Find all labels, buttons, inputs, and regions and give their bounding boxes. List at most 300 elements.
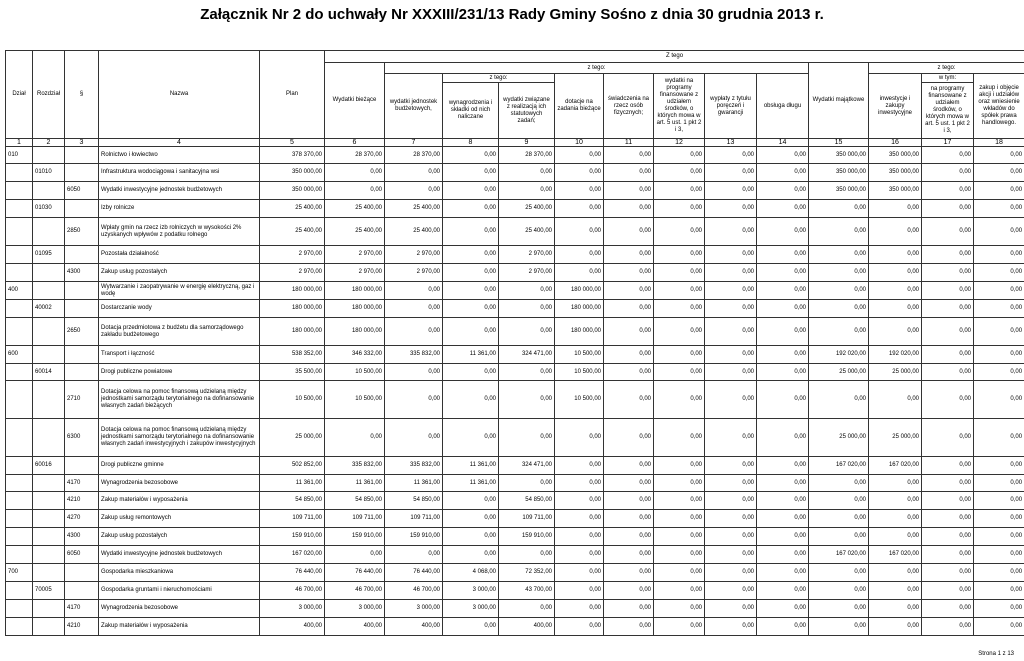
- cell-value: 0,00: [705, 364, 757, 381]
- table-row: [6, 164, 1024, 182]
- cell-value: 0,00: [654, 246, 705, 264]
- cell-value: 0,00: [705, 564, 757, 582]
- cell-value: 0,00: [654, 492, 705, 510]
- cell-value: 0,00: [974, 546, 1024, 564]
- cell-value: 0,00: [654, 381, 705, 419]
- cell-value: 109 711,00: [499, 510, 555, 528]
- cell-value: 0,00: [604, 564, 654, 582]
- cell-value: 11 361,00: [260, 475, 325, 492]
- cell-value: 0,00: [922, 346, 974, 364]
- cell-value: 0,00: [922, 264, 974, 282]
- cell-value: 0,00: [604, 346, 654, 364]
- cell-value: 25 400,00: [385, 218, 443, 246]
- cell-value: 0,00: [555, 419, 604, 457]
- cell-value: 0,00: [443, 182, 499, 200]
- cell-value: 10 500,00: [555, 364, 604, 381]
- col-num: 2: [33, 139, 65, 147]
- cell-value: 0,00: [974, 264, 1024, 282]
- cell-value: 0,00: [922, 618, 974, 636]
- cell-value: 0,00: [974, 600, 1024, 618]
- col-num: 15: [809, 139, 869, 147]
- cell-dzial: [6, 218, 33, 246]
- col-num: 10: [555, 139, 604, 147]
- cell-value: 0,00: [385, 318, 443, 346]
- cell-value: 0,00: [654, 346, 705, 364]
- cell-value: 0,00: [705, 300, 757, 318]
- cell-value: 0,00: [974, 218, 1024, 246]
- cell-value: 0,00: [499, 300, 555, 318]
- cell-value: 0,00: [757, 419, 809, 457]
- cell-value: 0,00: [705, 510, 757, 528]
- cell-value: 167 020,00: [869, 546, 922, 564]
- cell-value: 2 970,00: [260, 246, 325, 264]
- cell-rozdzial: [33, 381, 65, 419]
- cell-value: 0,00: [869, 218, 922, 246]
- cell-value: 0,00: [809, 510, 869, 528]
- cell-value: 0,00: [654, 510, 705, 528]
- cell-value: 28 370,00: [499, 147, 555, 164]
- cell-value: 11 361,00: [325, 475, 385, 492]
- cell-value: 192 020,00: [809, 346, 869, 364]
- cell-name: Rolnictwo i łowiectwo: [99, 147, 260, 164]
- table-row: [6, 264, 1024, 282]
- cell-value: 3 000,00: [325, 600, 385, 618]
- table-row: [6, 246, 1024, 264]
- cell-value: 0,00: [809, 200, 869, 218]
- cell-value: 0,00: [555, 164, 604, 182]
- cell-dzial: [6, 546, 33, 564]
- cell-value: 0,00: [555, 582, 604, 600]
- cell-value: 0,00: [705, 381, 757, 419]
- cell-value: 0,00: [443, 282, 499, 300]
- cell-value: 0,00: [555, 218, 604, 246]
- col-num: 3: [65, 139, 99, 147]
- table-row: [6, 200, 1024, 218]
- cell-rozdzial: [33, 218, 65, 246]
- cell-value: 2 970,00: [325, 264, 385, 282]
- cell-value: 0,00: [922, 218, 974, 246]
- cell-value: 159 910,00: [325, 528, 385, 546]
- cell-value: 0,00: [385, 182, 443, 200]
- cell-value: 0,00: [654, 147, 705, 164]
- cell-dzial: [6, 182, 33, 200]
- cell-value: 0,00: [869, 200, 922, 218]
- cell-value: 0,00: [654, 582, 705, 600]
- cell-value: 0,00: [499, 546, 555, 564]
- header-z-tego: Z tego: [325, 51, 1024, 63]
- cell-value: 109 711,00: [260, 510, 325, 528]
- cell-dzial: [6, 200, 33, 218]
- cell-value: 0,00: [809, 528, 869, 546]
- cell-value: 0,00: [922, 364, 974, 381]
- cell-value: 54 850,00: [385, 492, 443, 510]
- cell-name: Wydatki inwestycyjne jednostek budżetowych: [99, 546, 260, 564]
- cell-value: 0,00: [869, 600, 922, 618]
- header-plan: Plan: [260, 51, 325, 139]
- cell-value: 25 000,00: [869, 419, 922, 457]
- cell-value: 0,00: [499, 600, 555, 618]
- cell-value: 0,00: [604, 318, 654, 346]
- cell-name: Wynagrodzenia bezosobowe: [99, 600, 260, 618]
- cell-value: 10 500,00: [325, 364, 385, 381]
- cell-dzial: [6, 618, 33, 636]
- header-wydatki-zwiazane: wydatki związane z realizacją ich statutowych zadań;: [499, 83, 555, 139]
- cell-value: 0,00: [604, 600, 654, 618]
- cell-value: 400,00: [499, 618, 555, 636]
- cell-dzial: [6, 318, 33, 346]
- table-row: [6, 419, 1024, 457]
- page-footer: Strona 1 z 13: [978, 651, 1014, 657]
- cell-value: 0,00: [555, 475, 604, 492]
- cell-value: 0,00: [654, 218, 705, 246]
- cell-value: 0,00: [443, 492, 499, 510]
- cell-value: 54 850,00: [499, 492, 555, 510]
- cell-paragraf: 4300: [65, 528, 99, 546]
- header-wynagrodzenia: wynagrodzenia i składki od nich naliczane: [443, 83, 499, 139]
- cell-paragraf: 6300: [65, 419, 99, 457]
- cell-value: 0,00: [757, 346, 809, 364]
- cell-value: 0,00: [974, 147, 1024, 164]
- cell-value: 0,00: [385, 282, 443, 300]
- cell-value: 0,00: [922, 182, 974, 200]
- cell-value: 0,00: [604, 475, 654, 492]
- cell-value: 0,00: [705, 546, 757, 564]
- cell-value: 0,00: [604, 282, 654, 300]
- cell-rozdzial: [33, 492, 65, 510]
- table-row: [6, 364, 1024, 381]
- cell-value: 180 000,00: [325, 282, 385, 300]
- cell-value: 0,00: [705, 182, 757, 200]
- cell-rozdzial: 60014: [33, 364, 65, 381]
- cell-value: 0,00: [555, 492, 604, 510]
- cell-dzial: 700: [6, 564, 33, 582]
- cell-paragraf: 6050: [65, 182, 99, 200]
- cell-value: 0,00: [654, 457, 705, 475]
- cell-rozdzial: [33, 600, 65, 618]
- cell-value: 0,00: [974, 492, 1024, 510]
- cell-value: 0,00: [555, 147, 604, 164]
- cell-paragraf: 4210: [65, 492, 99, 510]
- cell-value: 0,00: [757, 164, 809, 182]
- cell-value: 0,00: [705, 282, 757, 300]
- header-na-programy: na programy finansowane z udziałem środków, o których mowa w art. 5 ust. 1 pkt 2 i 3,: [922, 83, 974, 139]
- cell-dzial: [6, 246, 33, 264]
- cell-value: 0,00: [757, 318, 809, 346]
- cell-value: 159 910,00: [385, 528, 443, 546]
- cell-value: 0,00: [555, 200, 604, 218]
- cell-value: 0,00: [757, 457, 809, 475]
- table-header: [6, 51, 1024, 139]
- cell-value: 0,00: [604, 546, 654, 564]
- cell-value: 0,00: [809, 475, 869, 492]
- cell-paragraf: 4170: [65, 600, 99, 618]
- cell-value: 0,00: [705, 618, 757, 636]
- cell-value: 0,00: [974, 164, 1024, 182]
- cell-value: 0,00: [654, 564, 705, 582]
- cell-value: 0,00: [705, 419, 757, 457]
- cell-value: 25 000,00: [809, 364, 869, 381]
- col-num: 16: [869, 139, 922, 147]
- cell-value: 25 000,00: [260, 419, 325, 457]
- cell-paragraf: 6050: [65, 546, 99, 564]
- header-paragraf: §: [65, 51, 99, 139]
- cell-value: 0,00: [604, 264, 654, 282]
- cell-value: 0,00: [705, 582, 757, 600]
- cell-value: 400,00: [260, 618, 325, 636]
- cell-name: Wydatki inwestycyjne jednostek budżetowych: [99, 182, 260, 200]
- cell-value: 0,00: [443, 264, 499, 282]
- cell-paragraf: 2650: [65, 318, 99, 346]
- cell-name: Zakup usług remontowych: [99, 510, 260, 528]
- cell-value: 2 970,00: [260, 264, 325, 282]
- cell-dzial: [6, 492, 33, 510]
- cell-value: 0,00: [654, 264, 705, 282]
- cell-value: 0,00: [757, 492, 809, 510]
- cell-value: 0,00: [443, 164, 499, 182]
- cell-value: 11 361,00: [385, 475, 443, 492]
- header-wydatki-majatkowe: Wydatki majątkowe: [809, 63, 869, 139]
- cell-value: 0,00: [757, 246, 809, 264]
- cell-value: 0,00: [499, 419, 555, 457]
- cell-value: 0,00: [705, 264, 757, 282]
- table-row: [6, 182, 1024, 200]
- table-row: [6, 381, 1024, 419]
- cell-value: 3 000,00: [443, 600, 499, 618]
- table-row: [6, 564, 1024, 582]
- cell-value: 0,00: [499, 164, 555, 182]
- cell-value: 0,00: [705, 475, 757, 492]
- cell-value: 2 970,00: [325, 246, 385, 264]
- cell-value: 0,00: [974, 510, 1024, 528]
- table-row: [6, 528, 1024, 546]
- cell-name: Wytwarzanie i zaopatrywanie w energię elektryczną, gaz i wodę: [99, 282, 260, 300]
- header-z-tego-majatkowe: z tego:: [869, 63, 1024, 74]
- column-number-row: [6, 139, 1024, 147]
- cell-value: 0,00: [974, 618, 1024, 636]
- cell-value: 0,00: [974, 475, 1024, 492]
- table-body: [6, 147, 1024, 636]
- cell-value: 0,00: [654, 200, 705, 218]
- table-row: [6, 546, 1024, 564]
- header-wydatki-biezace: Wydatki bieżące: [325, 63, 385, 139]
- cell-value: 0,00: [443, 510, 499, 528]
- cell-rozdzial: 01030: [33, 200, 65, 218]
- cell-value: 167 020,00: [809, 457, 869, 475]
- cell-value: 0,00: [443, 419, 499, 457]
- cell-value: 0,00: [922, 475, 974, 492]
- cell-value: 0,00: [604, 492, 654, 510]
- cell-dzial: 400: [6, 282, 33, 300]
- cell-value: 0,00: [654, 182, 705, 200]
- cell-value: 11 361,00: [443, 346, 499, 364]
- cell-value: 0,00: [443, 618, 499, 636]
- cell-rozdzial: [33, 147, 65, 164]
- cell-value: 0,00: [604, 182, 654, 200]
- cell-paragraf: [65, 164, 99, 182]
- cell-value: 400,00: [325, 618, 385, 636]
- cell-paragraf: [65, 457, 99, 475]
- cell-rozdzial: 01095: [33, 246, 65, 264]
- cell-value: 0,00: [974, 457, 1024, 475]
- cell-value: 2 970,00: [385, 264, 443, 282]
- cell-value: 0,00: [922, 282, 974, 300]
- table-row: [6, 492, 1024, 510]
- cell-paragraf: 4170: [65, 475, 99, 492]
- header-wydatki-jednostek: wydatki jednostek budżetowych,: [385, 74, 443, 139]
- cell-value: 0,00: [922, 582, 974, 600]
- col-num: 14: [757, 139, 809, 147]
- cell-value: 350 000,00: [260, 164, 325, 182]
- cell-rozdzial: 60016: [33, 457, 65, 475]
- cell-value: 0,00: [604, 364, 654, 381]
- cell-rozdzial: [33, 419, 65, 457]
- header-wyplaty: wypłaty z tytułu poręczeń i gwarancji: [705, 74, 757, 139]
- cell-dzial: 010: [6, 147, 33, 164]
- cell-value: 10 500,00: [260, 381, 325, 419]
- cell-value: 0,00: [974, 528, 1024, 546]
- cell-value: 46 700,00: [325, 582, 385, 600]
- cell-name: Drogi publiczne gminne: [99, 457, 260, 475]
- cell-rozdzial: [33, 528, 65, 546]
- cell-value: 0,00: [385, 546, 443, 564]
- cell-value: 180 000,00: [260, 282, 325, 300]
- cell-value: 0,00: [757, 582, 809, 600]
- cell-value: 25 400,00: [385, 200, 443, 218]
- cell-value: 0,00: [443, 246, 499, 264]
- cell-value: 25 400,00: [499, 200, 555, 218]
- cell-value: 0,00: [757, 182, 809, 200]
- cell-value: 25 400,00: [260, 218, 325, 246]
- cell-value: 0,00: [922, 492, 974, 510]
- cell-value: 0,00: [869, 528, 922, 546]
- cell-value: 0,00: [809, 381, 869, 419]
- cell-value: 0,00: [604, 200, 654, 218]
- cell-value: 0,00: [604, 147, 654, 164]
- cell-value: 0,00: [705, 492, 757, 510]
- cell-value: 72 352,00: [499, 564, 555, 582]
- cell-value: 0,00: [604, 419, 654, 457]
- cell-name: Gospodarka mieszkaniowa: [99, 564, 260, 582]
- cell-value: 0,00: [974, 346, 1024, 364]
- cell-name: Gospodarka gruntami i nieruchomościami: [99, 582, 260, 600]
- cell-value: 0,00: [604, 528, 654, 546]
- cell-value: 0,00: [809, 582, 869, 600]
- cell-dzial: [6, 419, 33, 457]
- cell-paragraf: [65, 564, 99, 582]
- cell-value: 0,00: [499, 182, 555, 200]
- cell-value: 0,00: [869, 318, 922, 346]
- cell-value: 0,00: [654, 419, 705, 457]
- cell-value: 11 361,00: [443, 457, 499, 475]
- header-dzial: Dział: [6, 51, 33, 139]
- cell-value: 0,00: [869, 264, 922, 282]
- table-row: [6, 218, 1024, 246]
- cell-value: 0,00: [922, 510, 974, 528]
- cell-value: 46 700,00: [260, 582, 325, 600]
- cell-value: 2 970,00: [499, 264, 555, 282]
- cell-value: 0,00: [654, 618, 705, 636]
- expenditure-table: [5, 50, 1024, 636]
- cell-value: 0,00: [705, 200, 757, 218]
- cell-value: 109 711,00: [325, 510, 385, 528]
- cell-value: 180 000,00: [555, 300, 604, 318]
- header-nazwa: Nazwa: [99, 51, 260, 139]
- cell-name: Wpłaty gmin na rzecz izb rolniczych w wysokości 2% uzyskanych wpływów z podatku rolnego: [99, 218, 260, 246]
- cell-value: 2 970,00: [385, 246, 443, 264]
- cell-value: 0,00: [654, 318, 705, 346]
- cell-rozdzial: [33, 318, 65, 346]
- col-num: 1: [6, 139, 33, 147]
- cell-value: 0,00: [604, 381, 654, 419]
- cell-value: 0,00: [757, 282, 809, 300]
- cell-value: 25 000,00: [869, 364, 922, 381]
- cell-name: Zakup usług pozostałych: [99, 528, 260, 546]
- cell-value: 0,00: [922, 381, 974, 419]
- table-row: [6, 582, 1024, 600]
- cell-value: 0,00: [654, 600, 705, 618]
- header-z-tego-biezace: z tego:: [385, 63, 809, 74]
- cell-value: 25 000,00: [809, 419, 869, 457]
- cell-value: 0,00: [757, 528, 809, 546]
- cell-value: 0,00: [974, 419, 1024, 457]
- cell-value: 180 000,00: [325, 318, 385, 346]
- header-zakup-akcji: zakup i objęcie akcji i udziałów oraz wniesienie wkładów do spółek prawa handlowego.: [974, 74, 1024, 139]
- cell-value: 159 910,00: [499, 528, 555, 546]
- cell-value: 0,00: [654, 282, 705, 300]
- cell-name: Dotacja celowa na pomoc finansową udzielaną między jednostkami samorządu terytorialnego na dofinansowanie własnych zadań inwestycyjnych i zakupów inwestycyjnych: [99, 419, 260, 457]
- cell-rozdzial: [33, 618, 65, 636]
- cell-name: Wynagrodzenia bezosobowe: [99, 475, 260, 492]
- cell-dzial: [6, 582, 33, 600]
- cell-value: 0,00: [705, 164, 757, 182]
- cell-value: 0,00: [974, 246, 1024, 264]
- cell-paragraf: [65, 282, 99, 300]
- cell-paragraf: 2710: [65, 381, 99, 419]
- cell-paragraf: 4300: [65, 264, 99, 282]
- cell-value: 3 000,00: [443, 582, 499, 600]
- cell-value: 0,00: [654, 300, 705, 318]
- cell-value: 0,00: [604, 510, 654, 528]
- cell-value: 350 000,00: [809, 182, 869, 200]
- cell-name: Zakup materiałów i wyposażenia: [99, 492, 260, 510]
- cell-value: 0,00: [555, 510, 604, 528]
- cell-value: 324 471,00: [499, 346, 555, 364]
- cell-name: Pozostała działalność: [99, 246, 260, 264]
- cell-value: 0,00: [757, 147, 809, 164]
- col-num: 6: [325, 139, 385, 147]
- cell-value: 10 500,00: [555, 381, 604, 419]
- cell-value: 0,00: [555, 457, 604, 475]
- cell-value: 28 370,00: [385, 147, 443, 164]
- cell-value: 2 970,00: [499, 246, 555, 264]
- cell-value: 10 500,00: [555, 346, 604, 364]
- cell-value: 0,00: [974, 300, 1024, 318]
- cell-value: 0,00: [555, 546, 604, 564]
- cell-value: 0,00: [809, 564, 869, 582]
- cell-value: 0,00: [809, 318, 869, 346]
- cell-value: 0,00: [325, 182, 385, 200]
- cell-value: 0,00: [443, 528, 499, 546]
- cell-value: 0,00: [705, 147, 757, 164]
- cell-name: Dotacja celowa na pomoc finansową udzielaną między jednostkami samorządu terytorialnego na dofinansowanie własnych zadań bieżących: [99, 381, 260, 419]
- col-num: 11: [604, 139, 654, 147]
- cell-value: 0,00: [705, 246, 757, 264]
- cell-value: 0,00: [443, 218, 499, 246]
- cell-name: Dostarczanie wody: [99, 300, 260, 318]
- cell-value: 0,00: [869, 492, 922, 510]
- cell-value: 378 370,00: [260, 147, 325, 164]
- col-num: 12: [654, 139, 705, 147]
